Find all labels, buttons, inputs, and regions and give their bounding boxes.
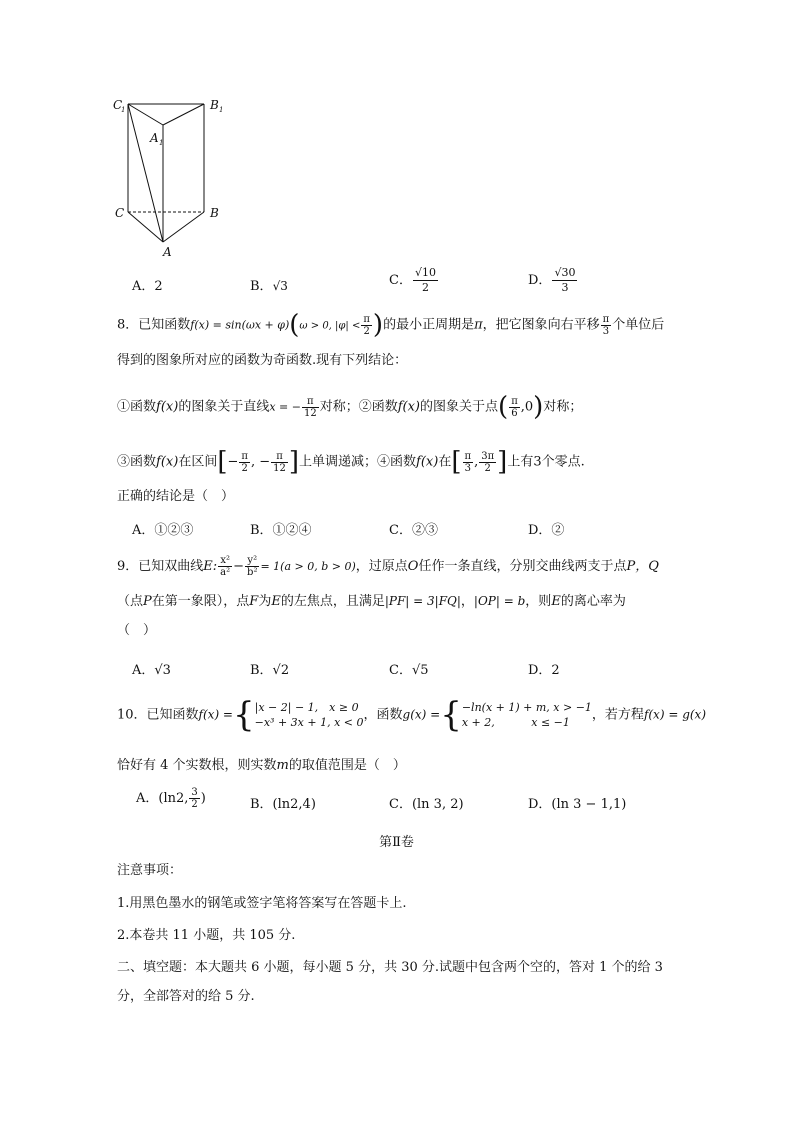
q8-text-shift: ，把它图象向右平移 xyxy=(482,317,600,333)
q8-s2-e: 对称； xyxy=(543,399,583,415)
q10-option-a xyxy=(136,787,206,810)
q9-option-d: D．2 xyxy=(528,663,560,678)
q8-s3-den1: 2 xyxy=(241,462,248,474)
q7-option-c xyxy=(389,266,439,295)
q9-text-origin: ，过原点 xyxy=(355,559,408,574)
q10-l2-b: 的取值范围是（ ） xyxy=(288,758,406,773)
notice-heading: 注意事项： xyxy=(117,863,183,878)
q8-condition: ω > 0, |φ| < xyxy=(299,320,361,332)
q9-line2 xyxy=(117,592,626,611)
q9-option-a: A．√3 xyxy=(132,663,171,678)
notice-item-1: 1.用黑色墨水的钢笔或签字笔将答案写在答题卡上. xyxy=(117,896,407,911)
q9-comma: ， xyxy=(460,594,474,609)
q9-p: P xyxy=(143,594,152,609)
q7-option-c-prefix: C． xyxy=(389,273,412,288)
q10-option-b: B．(ln2,4) xyxy=(250,797,316,812)
q8-option-c: C．②③ xyxy=(389,523,438,538)
q10-text-g: ，函数 xyxy=(363,707,403,723)
q10-f-case1: |x − 2| − 1, x ≥ 0 xyxy=(254,701,359,714)
q9-paren: （ ） xyxy=(117,623,157,638)
q8-option-a: A．①②③ xyxy=(132,523,194,538)
q9-minus: − xyxy=(233,559,245,574)
q10-opt-a-a: (ln2, xyxy=(158,791,189,806)
q10-f-case2: −x³ + 3x + 1, x < 0 xyxy=(254,716,364,729)
q7-option-c-num: √10 xyxy=(414,266,436,279)
q9-option-c: C．√5 xyxy=(389,663,429,678)
label-b1-sub: 1 xyxy=(219,106,224,114)
q9-y2: y² xyxy=(245,555,259,567)
section-fill-blank-line2: 分，全部答对的给 5 分. xyxy=(117,989,255,1004)
q8-s2-fx: f(x) xyxy=(397,399,421,415)
q8-s4-num1: π xyxy=(464,450,472,462)
q7-option-d xyxy=(528,266,578,295)
q8-s1-den: 12 xyxy=(303,407,317,419)
q8-line2: 得到的图象所对应的函数为奇函数.现有下列结论： xyxy=(117,353,408,368)
q9-e: E: xyxy=(203,559,218,574)
q8-s1-a: ①函数 xyxy=(117,399,157,415)
q9-f: F xyxy=(249,594,259,609)
q10-text-eq: ，若方程 xyxy=(591,707,644,723)
q8-ask: 正确的结论是（ ） xyxy=(117,489,235,504)
q7-option-d-den: 3 xyxy=(561,281,569,294)
q7-option-b xyxy=(250,275,288,294)
q8-text-unit: 个单位后 xyxy=(612,317,665,333)
q10-option-d: D．(ln 3 − 1,1) xyxy=(528,797,627,812)
q7-option-b-value: √3 xyxy=(272,279,288,293)
q8-function: f(x) = sin(ωx + φ) xyxy=(190,318,290,332)
q10-eq: f(x) = g(x) xyxy=(643,707,707,722)
q8-s4-e: 上有3个零点. xyxy=(507,454,585,470)
q8-s1-fx: f(x) xyxy=(156,399,179,415)
q8-text-period: 的最小正周期是 xyxy=(383,317,475,333)
q9-l2-e: ，则 xyxy=(525,594,552,609)
q9-l2-b: 在第一象限），点 xyxy=(151,594,250,609)
notice-item-2: 2.本卷共 11 小题，共 105 分. xyxy=(117,928,296,943)
label-a1-sub: 1 xyxy=(159,139,164,147)
q8-pi: π xyxy=(474,317,483,333)
section-fill-blank-line1: 二、填空题：本大题共 6 小题，每小题 5 分，共 30 分.试题中包含两个空的，答对 1 个的给 3 xyxy=(117,960,663,975)
q10-opt-a-close: ) xyxy=(200,791,206,806)
q9-option-b: B．√2 xyxy=(250,663,290,678)
q9-l2-f: 的离心率为 xyxy=(560,594,626,609)
label-c1: C xyxy=(113,98,123,112)
q9-e3: E xyxy=(551,594,561,609)
label-c: C xyxy=(115,206,125,220)
q10-line2 xyxy=(117,757,406,775)
label-a1: A xyxy=(150,131,159,145)
q8-s1-num: π xyxy=(302,396,319,408)
q8-s2-num: π xyxy=(511,395,518,407)
q9-b2: b² xyxy=(247,567,258,578)
q8-s3-comma: , − xyxy=(250,454,271,470)
q8-s3-fx: f(x) xyxy=(156,454,179,470)
q8-option-d: D．② xyxy=(528,523,565,538)
q8-shift-den: 3 xyxy=(602,325,610,337)
q9-l2-a: （点 xyxy=(117,594,144,609)
q7-option-a: A．2 xyxy=(132,279,163,294)
q10-fx: f(x) = xyxy=(198,707,233,722)
q10-intro: 10．已知函数 xyxy=(117,707,199,723)
q9-l2-d: 的左焦点，且满足 xyxy=(280,594,385,609)
part2-title: 第Ⅱ卷 xyxy=(379,835,414,850)
q9-o: O xyxy=(407,559,419,574)
q10-option-c: C．(ln 3, 2) xyxy=(389,797,464,812)
q9-intro: 9．已知双曲线 xyxy=(117,559,204,574)
q9-eq: = 1(a > 0, b > 0) xyxy=(260,560,356,573)
q10-l2-a: 恰好有 4 个实数根，则实数 xyxy=(117,758,277,773)
q8-s2-d: 的图象关于点 xyxy=(420,399,499,415)
q8-frac-den: 2 xyxy=(363,325,370,337)
q9-line1 xyxy=(117,555,659,578)
q10-gx: g(x) = xyxy=(402,707,441,722)
q8-s4-den1: 3 xyxy=(464,462,471,474)
q8-line1: 8．已知函数f(x) = sin(ωx + φ)(ω > 0, |φ| < $\frac{\pi}{2}$ )的最小正周期是π，把它图象向右平移 $\frac{\pi}{3}$ 个单位后 xyxy=(117,310,665,340)
q8-frac-num: π xyxy=(363,313,370,325)
q9-x2: x² xyxy=(218,555,232,567)
label-a: A xyxy=(163,245,172,259)
q8-s3-num2: π xyxy=(271,451,288,463)
q8-s3-a: ③函数 xyxy=(117,454,157,470)
q8-option-b: B．①②④ xyxy=(250,523,312,538)
q8-s1-c: 对称；②函数 xyxy=(319,399,398,415)
q10-opt-a-den: 2 xyxy=(191,799,198,810)
q8-s4-d: 在 xyxy=(438,454,452,470)
q10-opt-a-pre: A． xyxy=(136,791,159,806)
q8-statements-3-4: ③函数f(x)在区间[− $\frac{\pi}{2}$ , − $\frac{\pi}{12}$ ]上单调递减；④函数f(x)在[ $\frac{\pi}{3}$ , $\frac{3\pi}{2}$ ]上有3个零点. xyxy=(117,447,585,477)
q9-text-line: 任作一条直线，分别交曲线两支于点 xyxy=(418,559,627,574)
q8-statements-1-2: ①函数f(x)的图象关于直线x = − $\frac{\pi}{12}$ 对称；②函数f(x)的图象关于点( $\frac{\pi}{6}$ ,0)对称； xyxy=(117,392,583,422)
label-c1-sub: 1 xyxy=(121,106,126,114)
q8-s1-b: 的图象关于直线 xyxy=(178,399,270,415)
q9-e2: E xyxy=(271,594,281,609)
q7-option-b-prefix: B． xyxy=(250,279,273,294)
q8-s3-b: 在区间 xyxy=(178,454,218,470)
q8-intro: 8．已知函数 xyxy=(117,317,191,333)
q8-shift-num: π xyxy=(602,313,610,325)
q8-s4-fx: f(x) xyxy=(416,454,439,470)
q7-option-d-num: √30 xyxy=(554,266,576,279)
q8-s3-minus: − xyxy=(227,454,239,470)
q9-l2-c: 为 xyxy=(258,594,272,609)
q8-s2-zero: ,0 xyxy=(520,399,534,415)
q9-cond2: |OP| = b xyxy=(473,594,526,608)
q7-option-c-den: 2 xyxy=(421,281,429,294)
q10-g-case1: −ln(x + 1) + m, x > −1 xyxy=(461,701,592,714)
q10-opt-a-num: 3 xyxy=(191,787,198,798)
prism-figure xyxy=(108,92,238,262)
q8-s3-den2: 12 xyxy=(273,462,286,474)
q8-s4-den2: 2 xyxy=(484,462,491,474)
q9-a2: a² xyxy=(220,567,231,578)
q8-s4-num2: 3π xyxy=(481,450,495,462)
q10-m: m xyxy=(276,758,289,773)
q7-option-d-prefix: D． xyxy=(528,273,552,288)
q8-s2-den: 6 xyxy=(511,407,518,419)
q9-pq: P，Q xyxy=(626,559,659,574)
q8-s1-x: x = − xyxy=(269,400,301,414)
label-b: B xyxy=(210,206,219,220)
q10-line1: 10．已知函数f(x) ={ |x − 2| − 1, x ≥ 0 −x³ + 3x + 1, x < 0 ，函数g(x) ={ −ln(x + 1) + m, x > −1 x + 2, x ≤ −1 ，若方程f(x) = g(x) xyxy=(117,695,707,735)
q9-cond1: |PF| = 3|FQ| xyxy=(384,594,461,608)
q10-g-case2: x + 2, x ≤ −1 xyxy=(461,716,570,729)
q8-s3-num1: π xyxy=(241,450,248,462)
label-b1: B xyxy=(210,98,219,112)
q8-s3-c: 上单调递减；④函数 xyxy=(299,454,417,470)
